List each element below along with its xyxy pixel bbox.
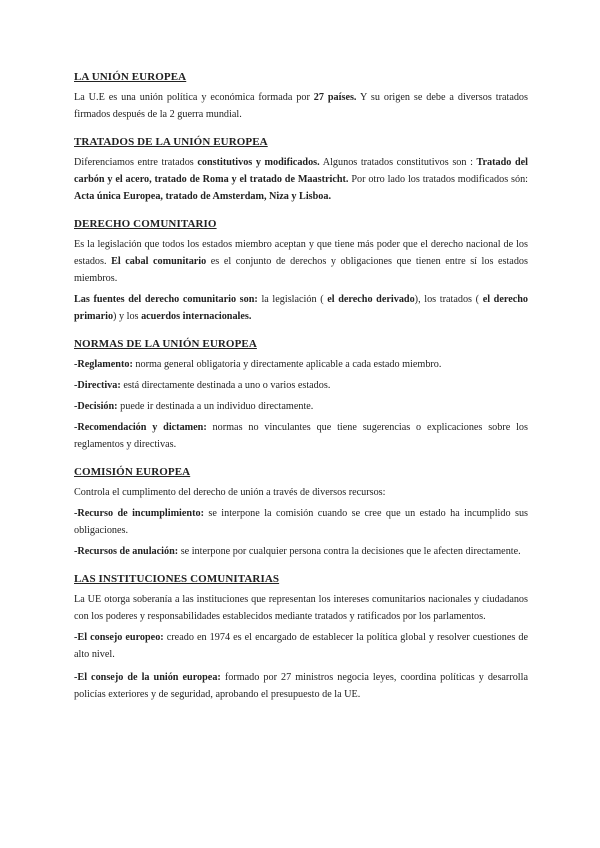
section (74, 135, 528, 205)
text-run: está directamente destinada a uno o varios estados. (120, 380, 331, 391)
section-heading: LA UNIÓN EUROPEA (74, 71, 187, 83)
text-run: es el conjunto de derechos y obligaciones que tienen entre sí los estados miembros. (74, 256, 528, 284)
section-heading: DERECHO COMUNITARIO (74, 218, 217, 230)
bold-text: el derecho derivado (327, 294, 415, 305)
bold-text: -Decisión: (74, 401, 118, 412)
bold-text: -Reglamento: (74, 359, 133, 370)
text-run: creado en 1974 es el encargado de establecer la política global y resolver cuestiones de alto nivel. (74, 632, 528, 660)
bold-text: 27 países. (313, 92, 357, 103)
section (74, 572, 528, 703)
paragraph (74, 591, 528, 625)
text-run: normas no vinculantes que tiene sugerencias o explicaciones sobre los reglamentos y directivas. (74, 422, 528, 450)
paragraph (74, 356, 528, 373)
text-run: se interpone la comisión cuando se cree que un estado ha incumplido sus obligaciones. (74, 508, 528, 536)
bold-text: el derecho primario (74, 294, 529, 322)
section (74, 70, 528, 123)
bold-text: Tratado del carbón y el acero, tratado de Roma y el tratado de Maastricht. (74, 157, 529, 185)
bold-text: acuerdos internacionales. (141, 311, 252, 322)
section-heading: NORMAS DE LA UNIÓN EUROPEA (74, 338, 257, 350)
text-run: formado por 27 ministros negocia leyes, coordina políticas y desarrolla policías exteriores y de seguridad, aprobando el presupuesto de la UE. (74, 672, 528, 700)
text-run: ), los tratados ( (414, 294, 483, 305)
text-run: Diferenciamos entre tratados (74, 157, 198, 168)
bold-text: El cabal comunitario (111, 256, 207, 267)
section (74, 465, 528, 560)
document-body (74, 70, 528, 715)
bold-text: Acta única Europea, tratado de Amsterdam, Niza y Lisboa. (74, 191, 332, 202)
text-run: se interpone por cualquier persona contra la decisiones que le afecten directamente. (178, 546, 521, 557)
paragraph (74, 419, 528, 453)
section-heading: LAS INSTITUCIONES COMUNITARIAS (74, 573, 280, 585)
text-run: norma general obligatoria y directamente aplicable a cada estado miembro. (132, 359, 442, 370)
bold-text: -El consejo europeo: (74, 632, 164, 643)
bold-text: constitutivos y modificados. (197, 157, 320, 168)
text-run: puede ir destinada a un individuo directamente. (117, 401, 314, 412)
section (74, 217, 528, 325)
section (74, 337, 528, 453)
paragraph (74, 89, 528, 123)
text-run: ) y los (113, 311, 142, 322)
paragraph (74, 377, 528, 394)
text-run: la legislación ( (257, 294, 328, 305)
bold-text: -El consejo de la unión europea: (74, 672, 221, 683)
paragraph (74, 629, 528, 663)
paragraph (74, 669, 528, 703)
paragraph (74, 236, 528, 287)
text-run: Es la legislación que todos los estados miembro aceptan y que tiene más poder que el derecho nacional de los estados. (74, 239, 528, 267)
paragraph (74, 505, 528, 539)
text-run: Por otro lado los tratados modificados són: (348, 174, 528, 185)
text-run: Algunos tratados constitutivos son : (319, 157, 477, 168)
bold-text: -Directiva: (74, 380, 121, 391)
text-run: La U.E es una unión política y económica formada por (74, 92, 314, 103)
text-run: Controla el cumplimento del derecho de unión a través de diversos recursos: (74, 487, 386, 498)
paragraph (74, 543, 528, 560)
paragraph (74, 484, 528, 501)
paragraph (74, 154, 528, 205)
bold-text: -Recomendación y dictamen: (74, 422, 207, 433)
bold-text: -Recurso de incumplimiento: (74, 508, 204, 519)
text-run: La UE otorga soberanía a las instituciones que representan los intereses comunitarios nacionales y ciudadanos con los poderes y responsabilidades establecidos mediante tratados y ratificados por los parlamentos. (74, 594, 528, 622)
paragraph (74, 291, 528, 325)
text-run: Y su origen se debe a diversos tratados firmados después de la 2 guerra mundial. (74, 92, 528, 120)
section-heading: COMISIÓN EUROPEA (74, 466, 191, 478)
bold-text: -Recursos de anulación: (74, 546, 179, 557)
bold-text: Las fuentes del derecho comunitario son: (74, 294, 258, 305)
section-heading: TRATADOS DE LA UNIÓN EUROPEA (74, 136, 268, 148)
paragraph (74, 398, 528, 415)
